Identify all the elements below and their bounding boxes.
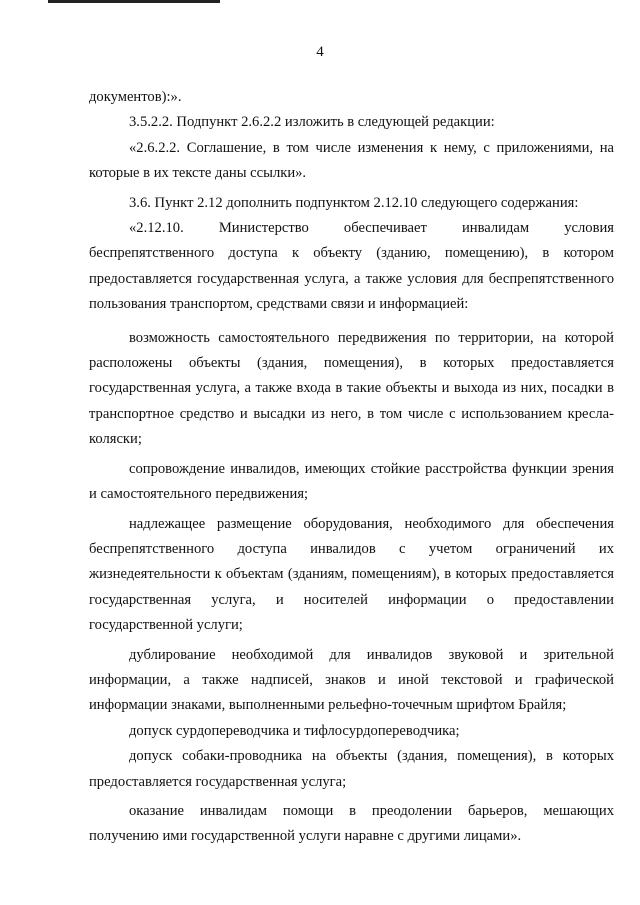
paragraph-1: 3.5.2.2. Подпункт 2.6.2.2 изложить в следующей редакции:	[129, 114, 495, 131]
paragraph-0: документов):».	[89, 89, 182, 105]
paragraph-8: дублирование необходимой для инвалидов звуковой и зрительной информации, а также надписей, знаков и иной текстовой и графической информации знаками, выполненными рельефно-точечным шрифтом Брайля;	[89, 646, 614, 714]
document-body	[89, 85, 614, 850]
paragraph-9: допуск сурдопереводчика и тифлосурдопереводчика;	[129, 722, 460, 739]
paragraph-11: оказание инвалидам помощи в преодолении барьеров, мешающих получению ими государственной услуги наравне с другими лицами».	[89, 802, 614, 845]
paragraph-3: 3.6. Пункт 2.12 дополнить подпунктом 2.12.10 следующего содержания:	[129, 194, 579, 211]
paragraph-2: «2.6.2.2. Соглашение, в том числе изменения к нему, с приложениями, на которые в их тексте даны ссылки».	[89, 139, 614, 182]
top-rule	[48, 0, 220, 3]
paragraph-5: возможность самостоятельного передвижения по территории, на которой расположены объекты (здания, помещения), в которых предоставляется государственная услуга, а также входа в такие объекты и выхода из них, посадки в транспортное средство и высадки из него, в том числе с использованием кресла-коляски;	[89, 329, 614, 448]
paragraph-10: допуск собаки-проводника на объекты (здания, помещения), в которых предоставляется государственная услуга;	[89, 748, 614, 790]
paragraph-7: надлежащее размещение оборудования, необходимого для обеспечения беспрепятственного доступа инвалидов с учетом ограничений их жизнедеятельности к объектам (зданиям, помещениям), в которых предоставляется государственная услуга, и носителей информации о предоставлении государственной услуги;	[89, 515, 614, 634]
paragraph-4: «2.12.10. Министерство обеспечивает инвалидам условия беспрепятственного доступа к объекту (зданию, помещению), в котором предоставляется государственная услуга, а также условия для беспрепятственного пользования транспортом, средствами связи и информацией:	[89, 220, 614, 313]
page-number: 4	[316, 44, 324, 60]
paragraph-6: сопровождение инвалидов, имеющих стойкие расстройства функции зрения и самостоятельного передвижения;	[89, 460, 614, 503]
